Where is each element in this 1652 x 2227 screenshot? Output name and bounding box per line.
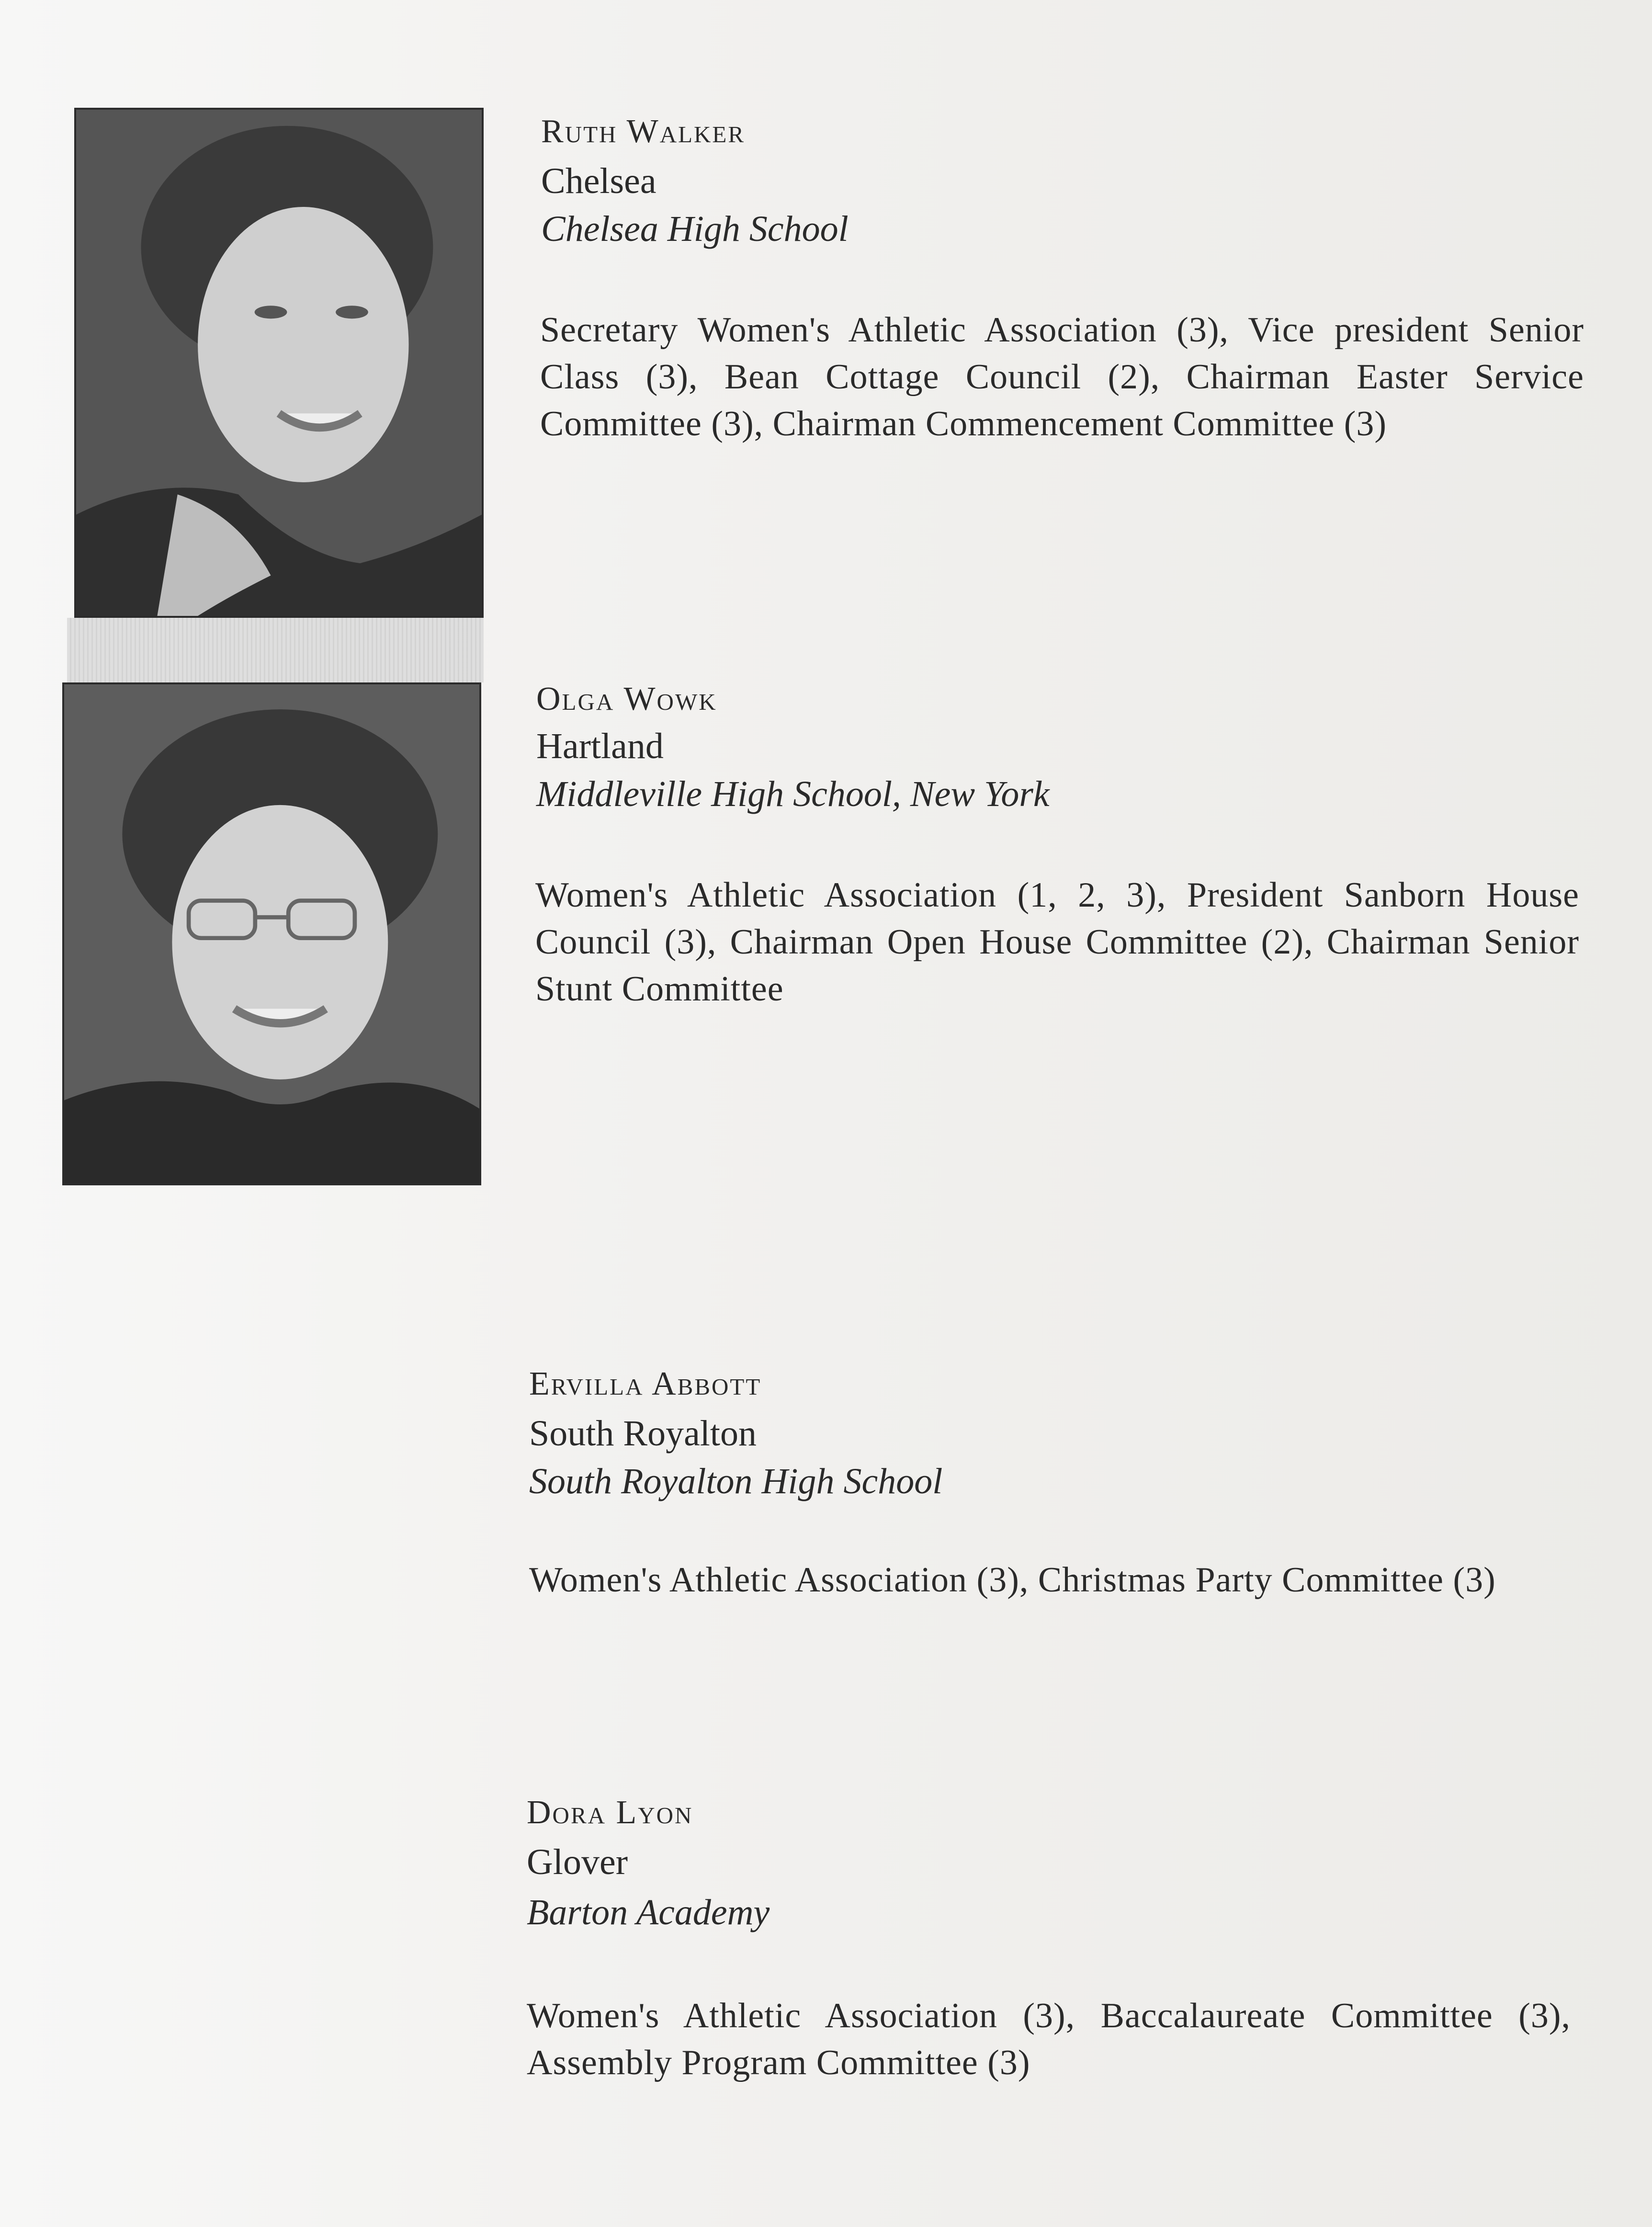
student-activities: Secretary Women's Athletic Association (3), Vice president Senior Class (3), Bean Cottage Council (2), Chairman Easter Service Committee (3), Chairman Commencement Committee (3) bbox=[540, 310, 1584, 443]
student-town: Glover bbox=[527, 1842, 628, 1882]
portrait-photo-olga-wowk bbox=[62, 682, 481, 1185]
student-town: Hartland bbox=[536, 726, 664, 766]
photo-separator bbox=[67, 618, 484, 682]
student-name: Ervilla Abbott bbox=[529, 1365, 762, 1402]
student-activities: Women's Athletic Association (3), Christmas Party Committee (3) bbox=[529, 1560, 1496, 1600]
student-activities: Women's Athletic Association (3), Baccalaureate Committee (3), Assembly Program Committee (3) bbox=[527, 1996, 1571, 2082]
student-town: Chelsea bbox=[541, 161, 656, 201]
student-name: Dora Lyon bbox=[527, 1794, 693, 1831]
portrait-illustration bbox=[76, 110, 482, 616]
student-school: Chelsea High School bbox=[541, 209, 849, 249]
portrait-illustration bbox=[64, 684, 479, 1183]
student-activities: Women's Athletic Association (1, 2, 3), President Sanborn House Council (3), Chairman Open House Committee (2), Chairman Senior Stunt Committee bbox=[535, 875, 1579, 1009]
portrait-photo-ruth-walker bbox=[74, 108, 484, 618]
student-school: South Royalton High School bbox=[529, 1461, 943, 1501]
student-school: Barton Academy bbox=[527, 1892, 770, 1932]
student-school: Middleville High School, New York bbox=[536, 774, 1050, 814]
student-town: South Royalton bbox=[529, 1413, 757, 1454]
student-name: Olga Wowk bbox=[536, 681, 717, 717]
student-name: Ruth Walker bbox=[541, 113, 746, 150]
